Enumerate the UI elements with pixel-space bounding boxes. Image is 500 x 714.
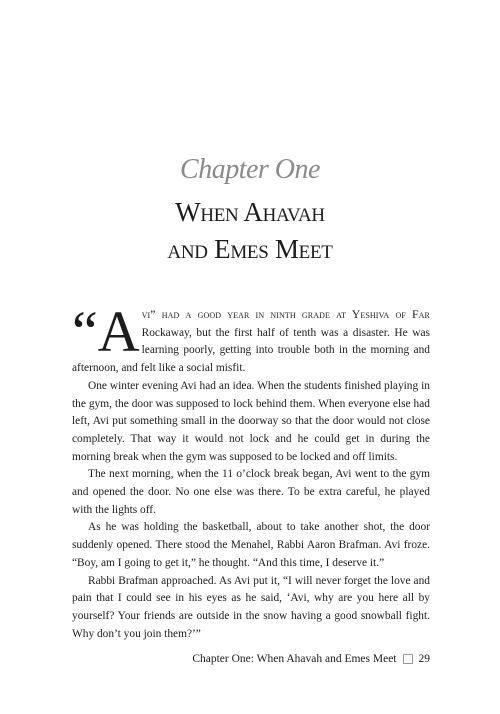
footer-separator-square	[403, 654, 413, 664]
chapter-number-heading: Chapter One	[180, 154, 320, 185]
chapter-title	[0, 194, 500, 268]
opening-paragraph	[72, 299, 430, 378]
chapter-body-text	[72, 299, 430, 643]
page-number: 29	[418, 653, 430, 665]
opening-paragraph-text: Rockaway, but the first half of tenth was a disaster. He was learning poorly, getting into trouble both in the morning and afternoon, and felt like a social misfit.	[72, 326, 430, 375]
chapter-title-line-2: and Emes Meet	[167, 234, 333, 264]
chapter-title-line-1: When Ahavah	[175, 197, 325, 227]
page-footer	[192, 653, 430, 665]
paragraph: The next morning, when the 11 o’clock break began, Avi went to the gym and opened the door. No one else was there. To be extra careful, he played with the lights off.	[72, 468, 430, 516]
paragraph: One winter evening Avi had an idea. When the students finished playing in the gym, the door was supposed to lock behind them. When everyone else had left, Avi put something small in the doorway so that the door would not close completely. That way it would not lock and he could get in during the morning break when the gym was supposed to be locked and off limits.	[72, 379, 430, 463]
running-title: Chapter One: When Ahavah and Emes Meet	[192, 653, 397, 665]
drop-cap: “A	[72, 299, 140, 364]
opening-small-caps: vi” had a good year in ninth grade at Yeshiva of Far	[141, 307, 430, 321]
paragraph: Rabbi Brafman approached. As Avi put it, “I will never forget the love and pain that I could see in his eyes as he said, ‘Avi, why are you here all by yourself? Your friends are outside in the snow having a good snowball fight. Why don’t you join them?’”	[72, 574, 430, 640]
paragraph: As he was holding the basketball, about to take another shot, the door suddenly opened. There stood the Menahel, Rabbi Aaron Brafman. Avi froze. “Boy, am I going to get it,” he thought. “And this time, I deserve it.”	[72, 521, 430, 569]
